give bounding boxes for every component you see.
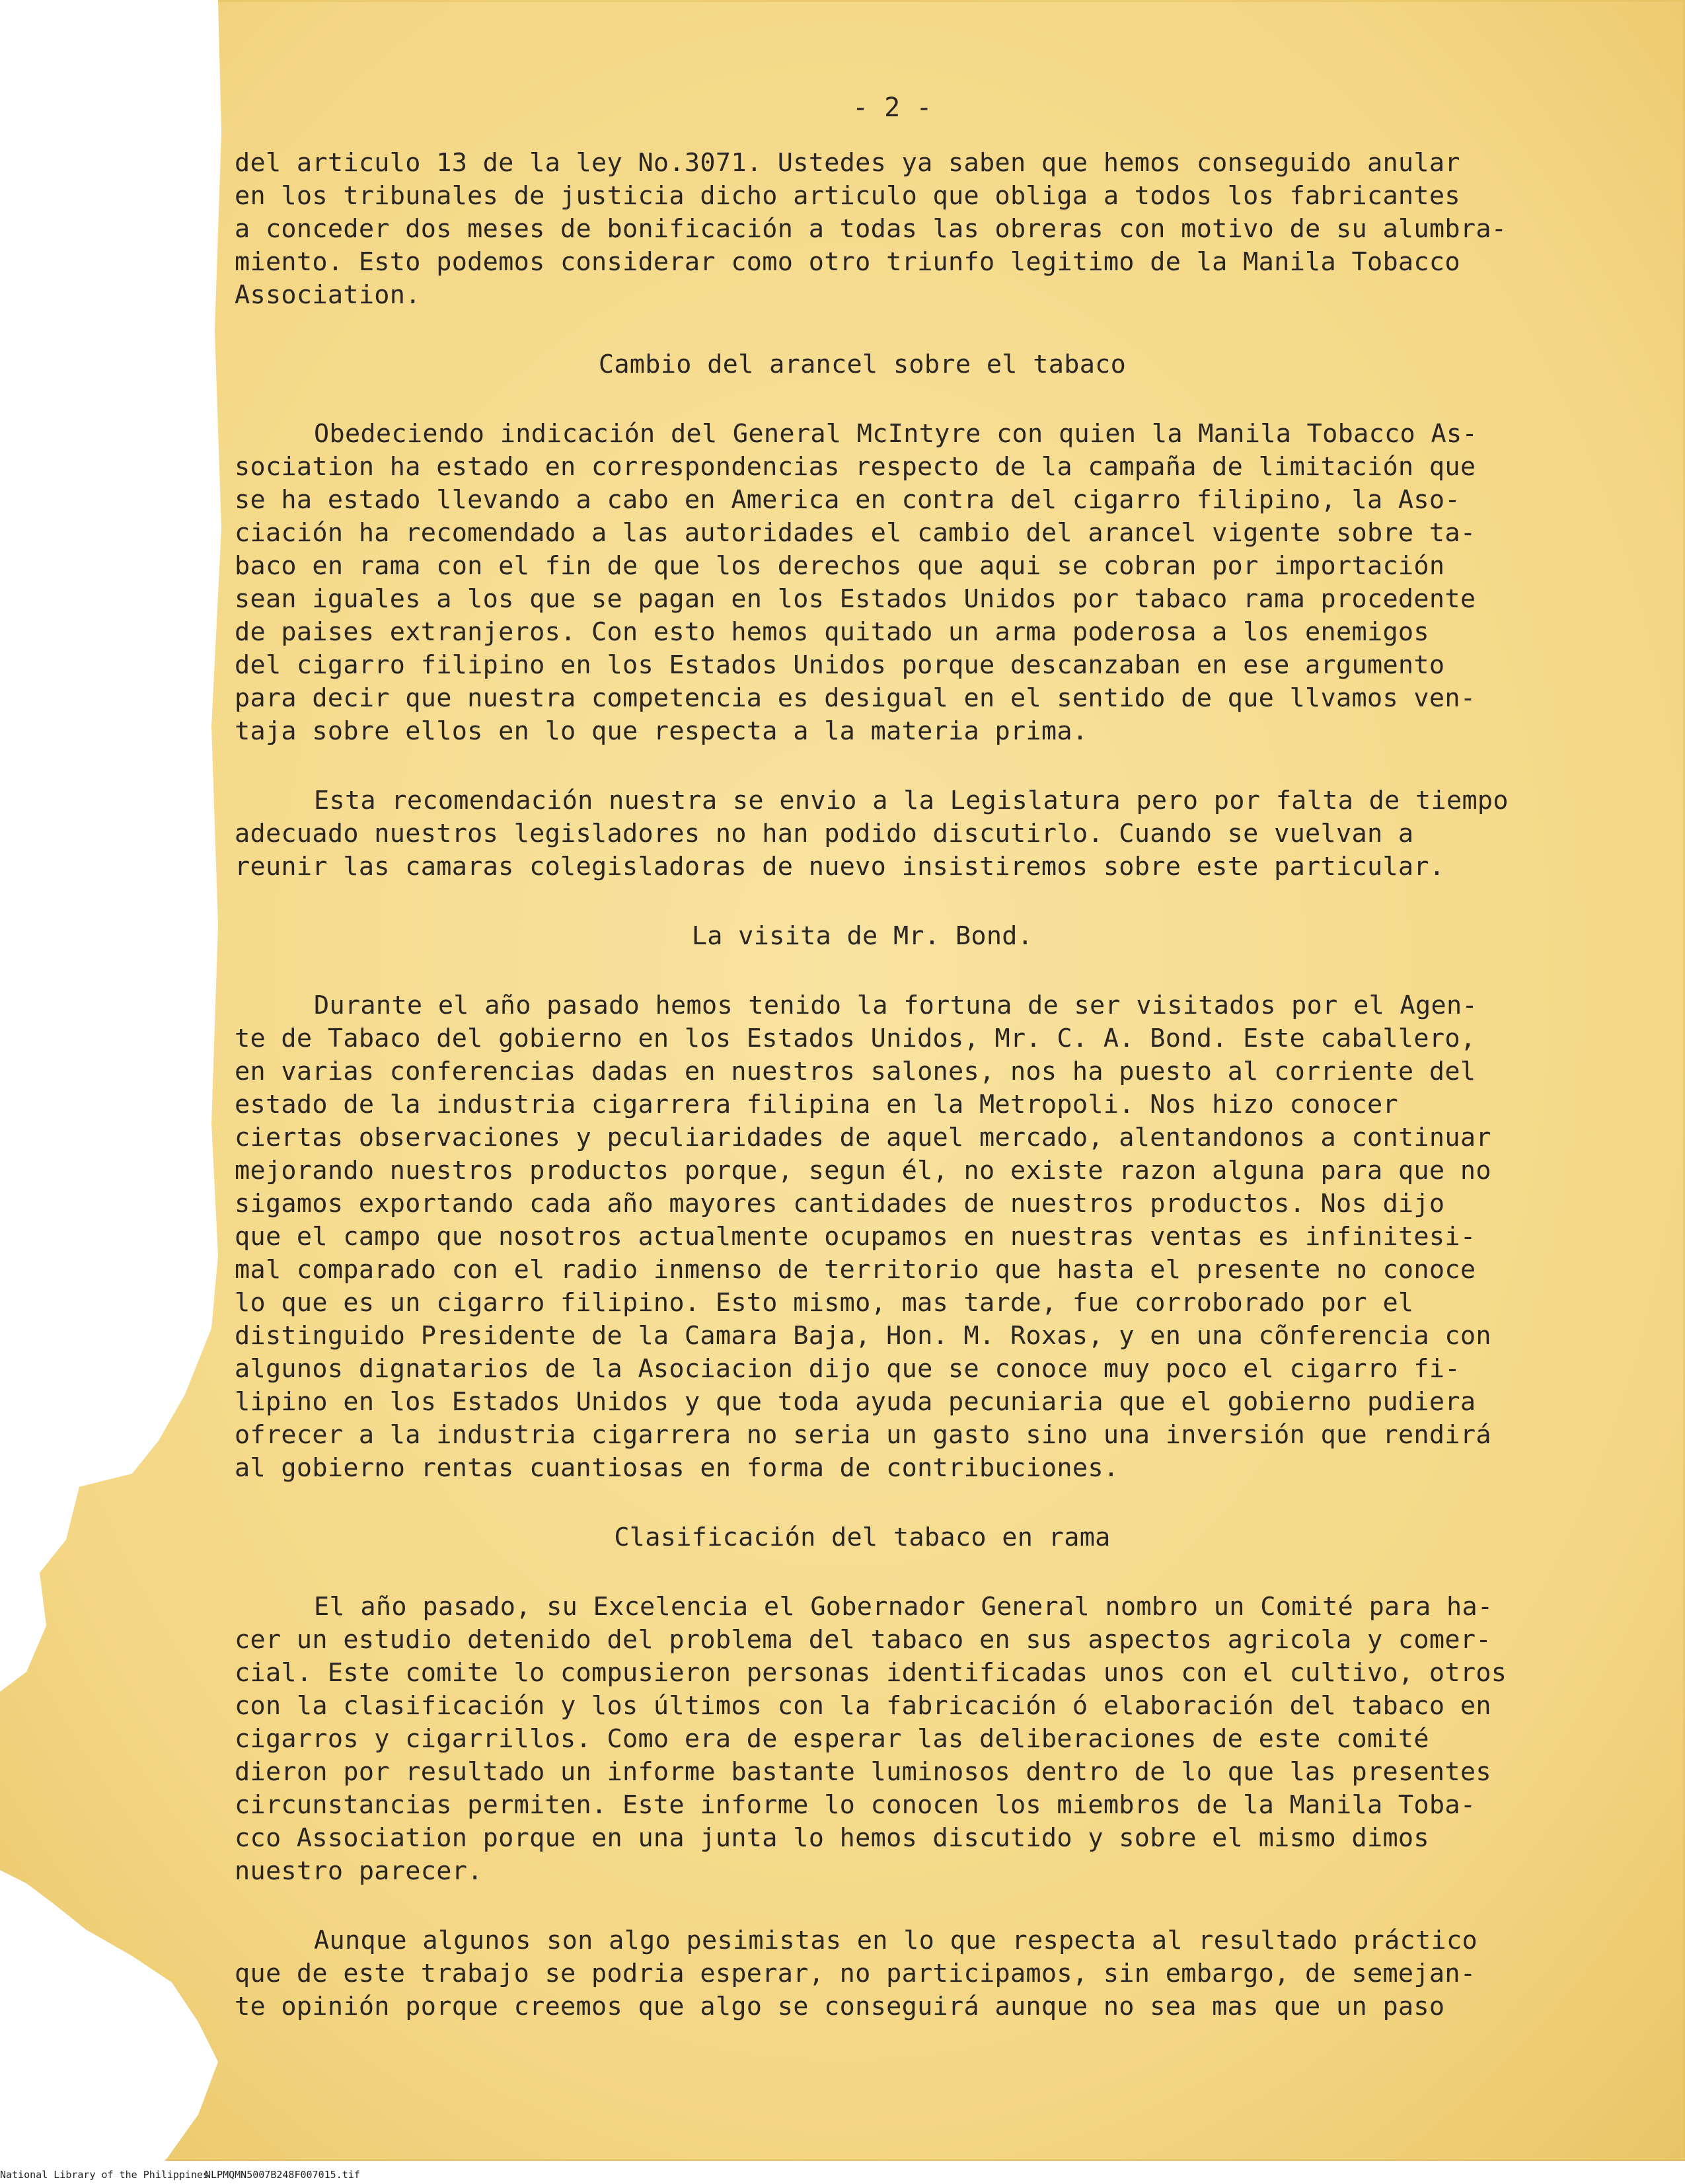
clasificacion-paragraph-1: [235, 1591, 1596, 1888]
text-line: Durante el año pasado hemos tenido la fortuna de ser visitados por el Agen-: [314, 991, 1478, 1020]
text-line: se ha estado llevando a cabo en America en contra del cigarro filipino, la Aso-: [235, 485, 1460, 515]
text-line: cer un estudio detenido del problema del tabaco en sus aspectos agricola y comer-: [235, 1625, 1491, 1655]
text-line: estado de la industria cigarrera filipina en la Metropoli. Nos hizo conocer: [235, 1090, 1398, 1119]
text-line: distinguido Presidente de la Camara Baja, Hon. M. Roxas, y en una cõnferencia con: [235, 1321, 1491, 1351]
text-line: dieron por resultado un informe bastante luminosos dentro de lo que las presentes: [235, 1757, 1491, 1787]
text-line: circunstancias permiten. Este informe lo conocen los miembros de la Manila Toba-: [235, 1790, 1476, 1820]
text-line: sean iguales a los que se pagan en los Estados Unidos por tabaco rama procedente: [235, 584, 1476, 614]
document-body: [235, 93, 1596, 2023]
text-line: te opinión porque creemos que algo se conseguirá aunque no sea mas que un paso: [235, 1992, 1445, 2021]
scan-filename: NLPMQMN5007B248F007015.tif: [205, 2169, 360, 2181]
page-number: - 2 -: [852, 93, 932, 123]
text-line: ciertas observaciones y peculiaridades de aquel mercado, alentandonos a continuar: [235, 1123, 1491, 1152]
text-line: del cigarro filipino en los Estados Unidos porque descanzaban en ese argumento: [235, 650, 1445, 680]
text-line: Obedeciendo indicación del General McIntyre con quien la Manila Tobacco As-: [314, 419, 1478, 449]
scan-footer: [0, 2165, 1685, 2184]
text-line: del articulo 13 de la ley No.3071. Ustedes ya saben que hemos conseguido anular: [235, 148, 1460, 178]
text-line: taja sobre ellos en lo que respecta a la materia prima.: [235, 716, 1088, 746]
text-line: Esta recomendación nuestra se envio a la Legislatura pero por falta de tiempo: [314, 786, 1509, 815]
text-line: baco en rama con el fin de que los derechos que aqui se cobran por importación: [235, 551, 1445, 581]
text-line: para decir que nuestra competencia es desigual en el sentido de que llvamos ven-: [235, 683, 1476, 713]
text-line: lo que es un cigarro filipino. Esto mismo, mas tarde, fue corroborado por el: [235, 1288, 1414, 1318]
text-line: a conceder dos meses de bonificación a todas las obreras con motivo de su alumbra-: [235, 214, 1507, 244]
intro-paragraph: [235, 147, 1596, 312]
clasificacion-paragraph-2: [235, 1924, 1596, 2023]
text-line: cial. Este comite lo compusieron personas identificadas unos con el cultivo, otros: [235, 1658, 1507, 1688]
arancel-paragraph-2: [235, 784, 1596, 884]
text-line: mal comparado con el radio inmenso de territorio que hasta el presente no conoce: [235, 1255, 1476, 1285]
text-line: sociation ha estado en correspondencias respecto de la campaña de limitación que: [235, 452, 1476, 482]
text-line: miento. Esto podemos considerar como otro triunfo legitimo de la Manila Tobacco: [235, 247, 1460, 277]
section-heading-arancel: Cambio del arancel sobre el tabaco: [598, 350, 1127, 379]
text-line: lipino en los Estados Unidos y que toda ayuda pecuniaria que el gobierno pudiera: [235, 1387, 1476, 1417]
text-line: en los tribunales de justicia dicho articulo que obliga a todos los fabricantes: [235, 181, 1460, 211]
arancel-paragraph-1: [235, 418, 1596, 748]
text-line: al gobierno rentas cuantiosas en forma de contribuciones.: [235, 1453, 1119, 1483]
text-line: sigamos exportando cada año mayores cantidades de nuestros productos. Nos dijo: [235, 1189, 1445, 1219]
text-line: El año pasado, su Excelencia el Gobernador General nombro un Comité para ha-: [314, 1592, 1493, 1622]
text-line: de paises extranjeros. Con esto hemos quitado un arma poderosa a los enemigos: [235, 617, 1429, 647]
text-line: mejorando nuestros productos porque, segun él, no existe razon alguna para que no: [235, 1156, 1491, 1186]
section-heading-clasificacion: Clasificación del tabaco en rama: [614, 1523, 1111, 1552]
text-line: que de este trabajo se podria esperar, no participamos, sin embargo, de semejan-: [235, 1959, 1476, 1988]
text-line: ciación ha recomendado a las autoridades el cambio del arancel vigente sobre ta-: [235, 518, 1476, 548]
library-credit: National Library of the Philippines: [0, 2169, 209, 2181]
text-line: ofrecer a la industria cigarrera no seria un gasto sino una inversión que rendirá: [235, 1420, 1491, 1450]
text-line: Association.: [235, 280, 421, 310]
text-line: reunir las camaras colegisladoras de nuevo insistiremos sobre este particular.: [235, 852, 1445, 882]
text-line: nuestro parecer.: [235, 1856, 483, 1886]
text-line: algunos dignatarios de la Asociacion dijo que se conoce muy poco el cigarro fi-: [235, 1354, 1460, 1384]
text-line: en varias conferencias dadas en nuestros salones, nos ha puesto al corriente del: [235, 1057, 1476, 1086]
text-line: cco Association porque en una junta lo hemos discutido y sobre el mismo dimos: [235, 1823, 1429, 1853]
text-line: con la clasificación y los últimos con la fabricación ó elaboración del tabaco en: [235, 1691, 1491, 1721]
text-line: adecuado nuestros legisladores no han podido discutirlo. Cuando se vuelvan a: [235, 819, 1414, 848]
text-line: cigarros y cigarrillos. Como era de esperar las deliberaciones de este comité: [235, 1724, 1429, 1754]
bond-paragraph: [235, 989, 1596, 1485]
section-heading-bond: La visita de Mr. Bond.: [691, 921, 1033, 951]
text-line: Aunque algunos son algo pesimistas en lo que respecta al resultado práctico: [314, 1926, 1478, 1955]
text-line: que el campo que nosotros actualmente ocupamos en nuestras ventas es infinitesi-: [235, 1222, 1476, 1252]
text-line: te de Tabaco del gobierno en los Estados Unidos, Mr. C. A. Bond. Este caballero,: [235, 1024, 1476, 1053]
